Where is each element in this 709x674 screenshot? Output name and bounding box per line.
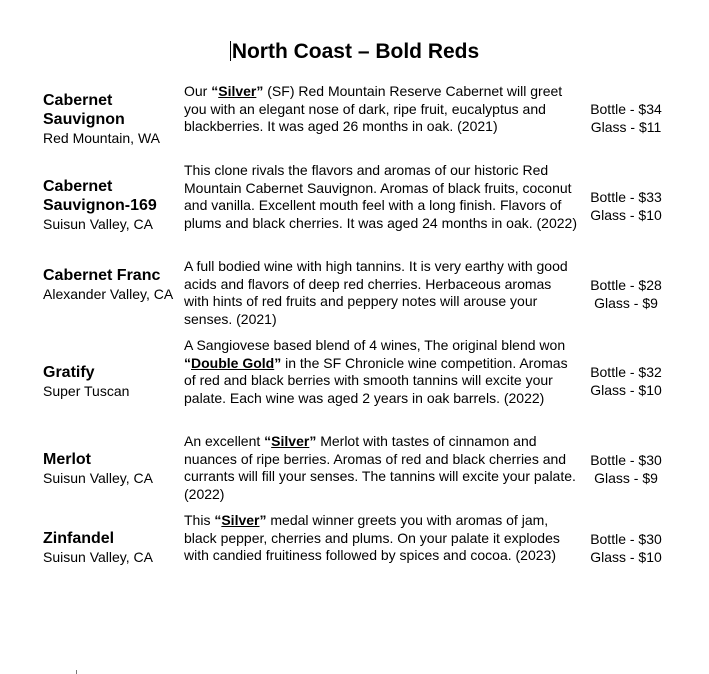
award-highlight [264, 433, 316, 449]
wine-origin: Super Tuscan [43, 383, 130, 399]
description-text: This clone rivals the flavors and aromas of our historic Red Mountain Cabernet Sauvignon. Aromas of black fruits, coconut and vanilla. Excellent mouth feel with a long finish. Flavors of plums and black cherries. It was aged 24 months in oak. (2022) [184, 162, 577, 231]
award-quote-close: ” [309, 433, 317, 449]
page-title-text: North Coast – Bold Reds [231, 40, 480, 63]
wine-origin: Alexander Valley, CA [43, 286, 174, 302]
description-text: This [184, 512, 215, 528]
wine-origin: Suisun Valley, CA [43, 216, 153, 232]
wine-price [580, 188, 672, 224]
page-edge-mark [76, 670, 77, 674]
award-quote-open: “ [264, 433, 272, 449]
description-text: medal winner greets you with aromas of jam, black pepper, cherries and plums. On your palate it explodes with candied fruitiness followed by spices and cocoa. (2023) [184, 512, 560, 564]
award-quote-close: ” [274, 354, 282, 371]
wine-name: Cabernet Franc [43, 267, 161, 284]
wine-origin: Suisun Valley, CA [43, 470, 153, 486]
wine-price [580, 363, 672, 399]
wine-name-block [43, 529, 183, 566]
glass-price: Glass - $10 [590, 207, 662, 223]
award-quote-close: ” [256, 83, 264, 99]
award-quote-open: “ [184, 354, 191, 371]
award-highlight [211, 83, 263, 99]
glass-price: Glass - $10 [590, 549, 662, 565]
award-highlight [184, 355, 281, 371]
bottle-price: Bottle - $34 [590, 101, 662, 117]
award-quote-open: “ [211, 83, 219, 99]
wine-origin: Red Mountain, WA [43, 130, 160, 146]
award-name: Silver [221, 512, 260, 528]
description-text: (SF) Red Mountain Reserve Cabernet will greet you with an elegant nose of dark, ripe fruit, eucalyptus and blackberries. It was aged 26 months in oak. (2021) [184, 83, 563, 135]
wine-name: Cabernet Sauvignon-169 [43, 178, 157, 214]
bottle-price: Bottle - $28 [590, 277, 662, 293]
glass-price: Glass - $10 [590, 382, 662, 398]
bottle-price: Bottle - $32 [590, 364, 662, 380]
wine-price [580, 451, 672, 487]
bottle-price: Bottle - $30 [590, 452, 662, 468]
description-text: A full bodied wine with high tannins. It is very earthy with good acids and flavors of deep red cherries. Herbaceous aromas with hints of red fruits and peppery notes will arouse your senses. (2021) [184, 258, 568, 327]
wine-name-block [43, 363, 183, 400]
wine-name: Merlot [43, 451, 91, 468]
wine-name-block [43, 177, 183, 233]
wine-price [580, 276, 672, 312]
wine-name-block [43, 91, 183, 147]
description-text: A Sangiovese based blend of 4 wines, The original blend won [184, 337, 566, 353]
award-highlight [214, 512, 266, 528]
wine-name-block [43, 450, 183, 487]
wine-description [184, 258, 580, 328]
wine-name: Cabernet Sauvignon [43, 92, 125, 128]
award-name: Silver [218, 83, 257, 99]
description-text: An excellent [184, 433, 265, 449]
text-cursor [230, 41, 231, 61]
wine-price [580, 100, 672, 136]
wine-description [184, 83, 580, 136]
wine-description [184, 162, 580, 232]
glass-price: Glass - $11 [590, 119, 662, 135]
description-text: Merlot with tastes of cinnamon and nuances of ripe berries. Aromas of red and black cherries and currants will fill your senses. The tannins will excite your palate. (2022) [184, 433, 576, 502]
wine-description [184, 433, 580, 503]
description-text: in the SF Chronicle wine competition. Aromas of red and black berries with smooth tannins will excite your palate. Each wine was aged 2 years in oak barrels. (2022) [184, 354, 568, 406]
award-quote-open: “ [214, 512, 222, 528]
wine-name-block [43, 266, 183, 303]
wine-name: Gratify [43, 364, 95, 381]
page-title [0, 39, 709, 65]
wine-description [184, 512, 580, 565]
description-text: Our [184, 83, 212, 99]
glass-price: Glass - $9 [594, 470, 658, 486]
award-name: Silver [271, 433, 310, 449]
wine-name: Zinfandel [43, 530, 115, 547]
wine-price [580, 530, 672, 566]
bottle-price: Bottle - $33 [590, 189, 662, 205]
glass-price: Glass - $9 [594, 295, 658, 311]
bottle-price: Bottle - $30 [590, 531, 662, 547]
wine-description [184, 337, 580, 407]
award-quote-close: ” [259, 512, 267, 528]
wine-origin: Suisun Valley, CA [43, 549, 153, 565]
award-name: Double Gold [191, 354, 275, 371]
